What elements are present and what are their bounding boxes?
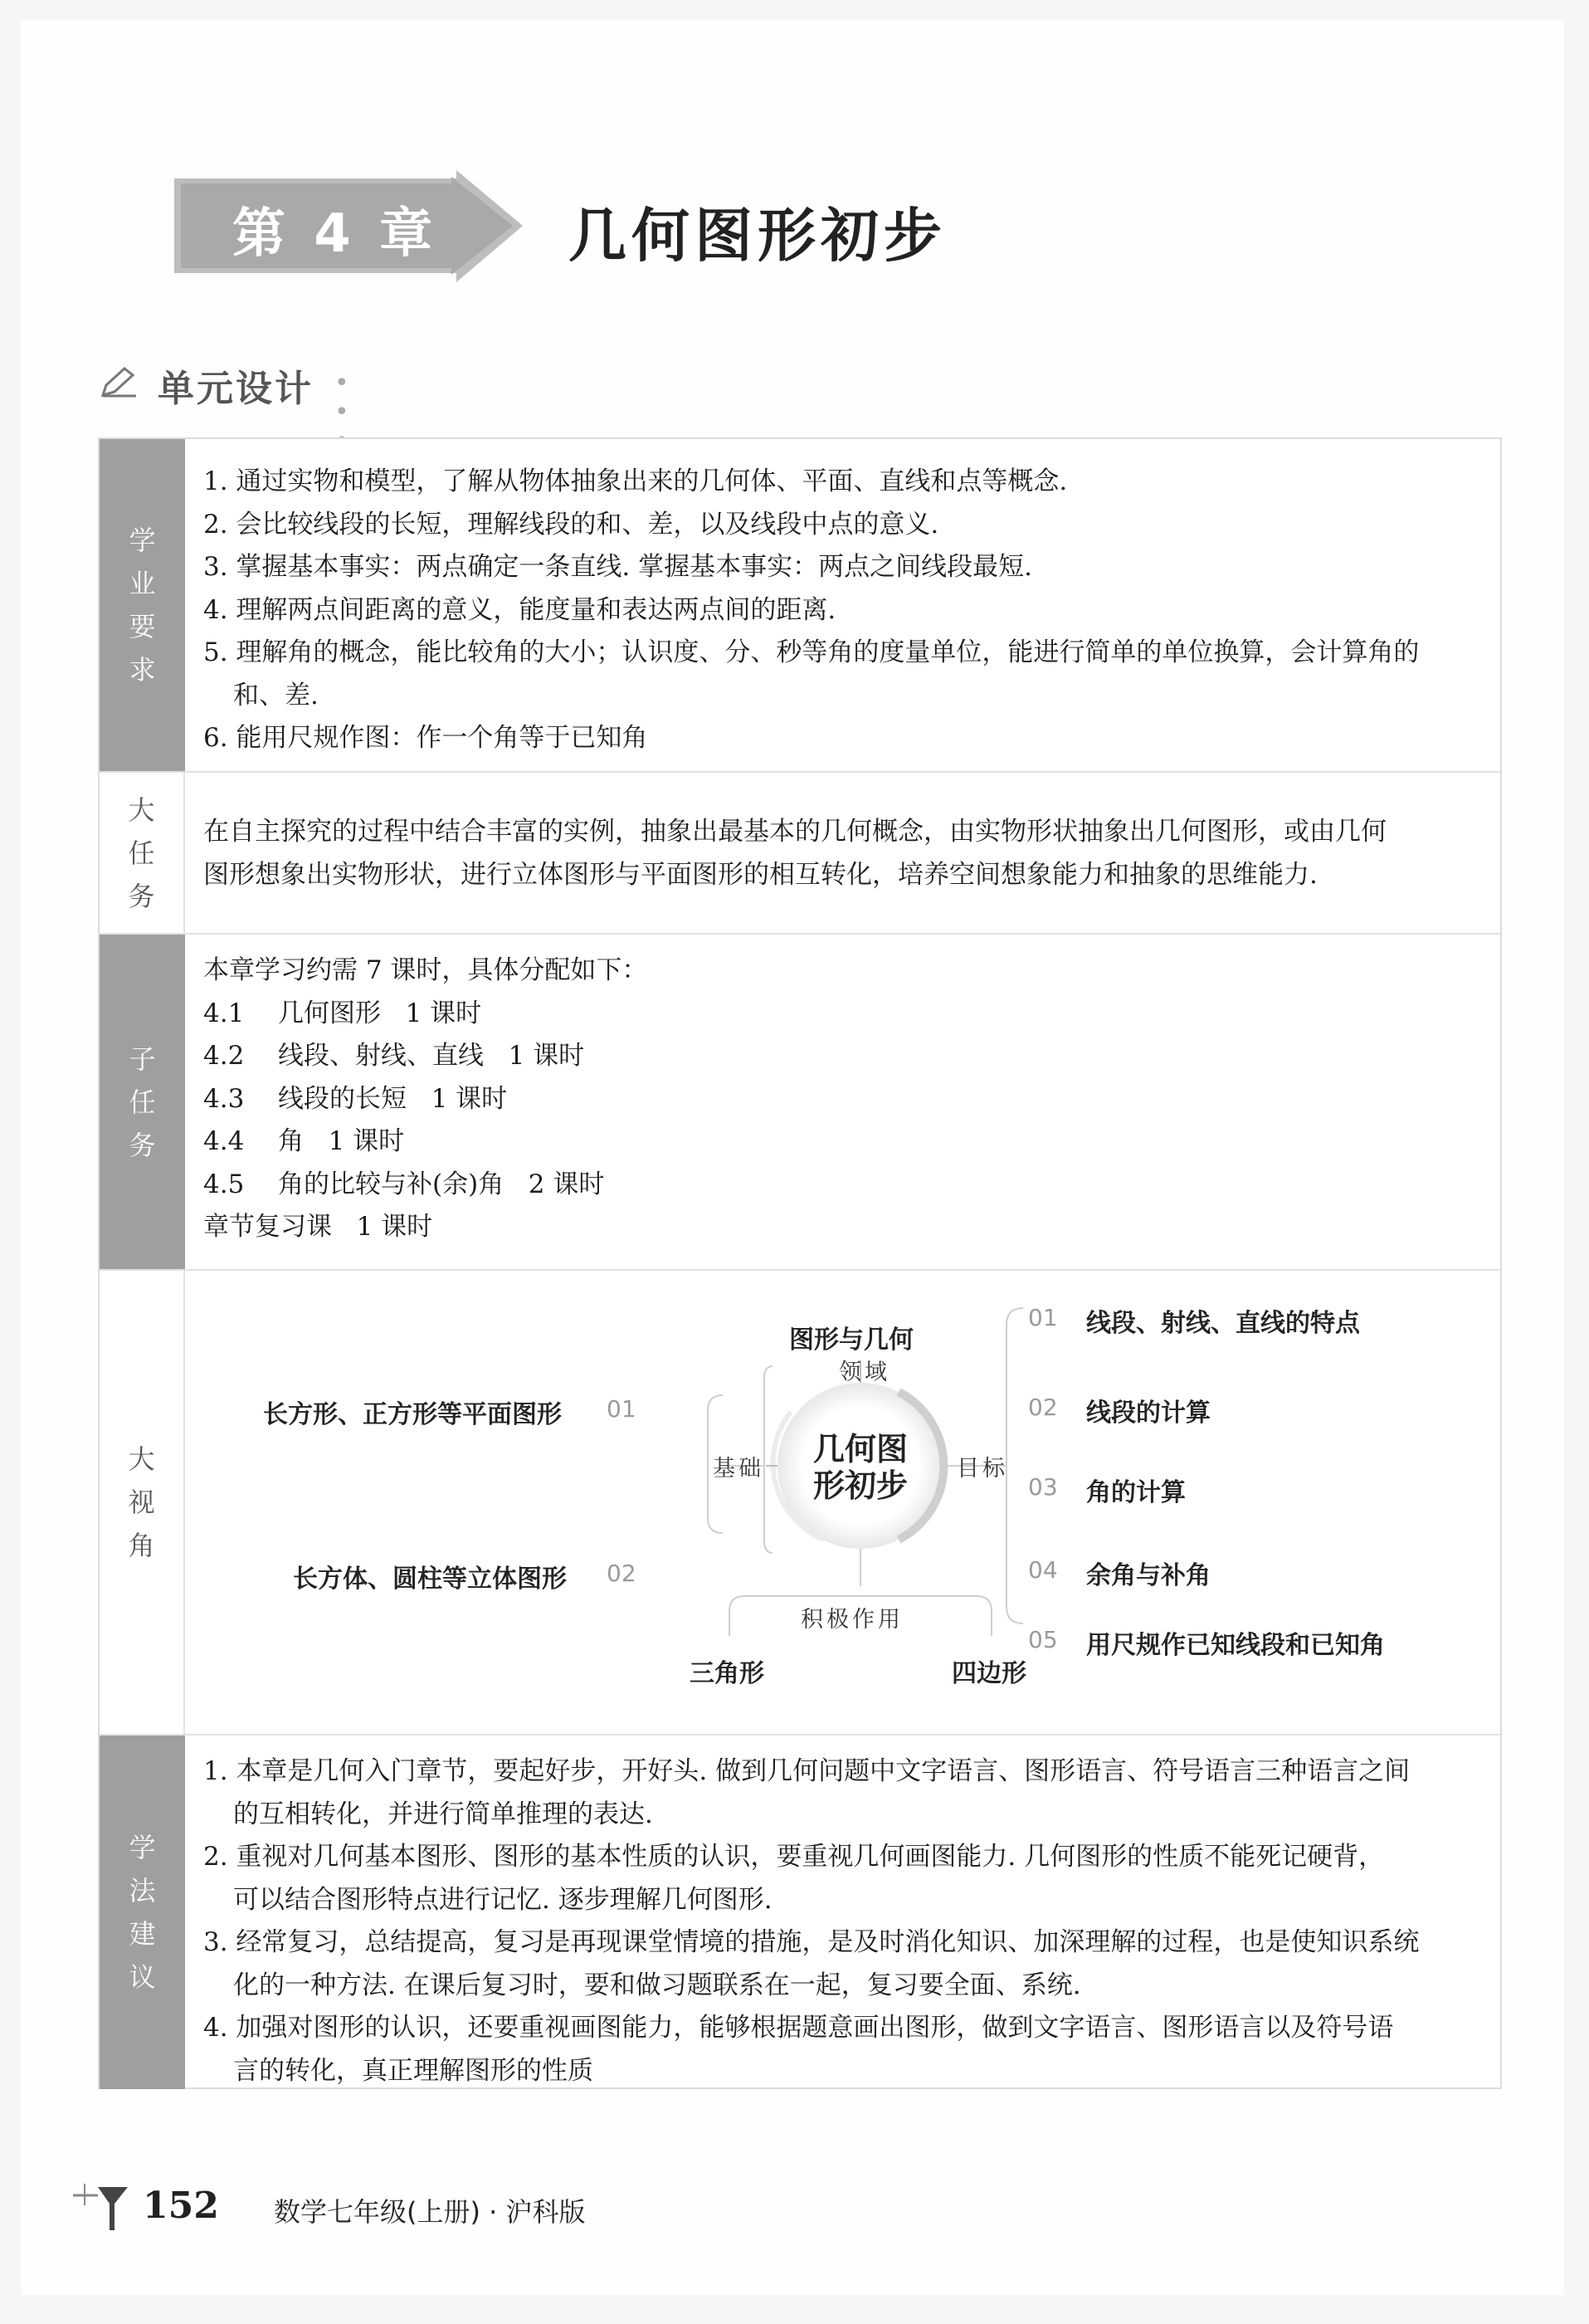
row-big-view — [100, 1269, 1500, 1734]
list-item: 3. 掌握基本事实：两点确定一条直线. 掌握基本事实：两点之间线段最短. — [203, 552, 1032, 582]
mind-map — [185, 1271, 1504, 1734]
list-item: 1. 本章是几何入门章节，要起好步，开好头. 做到几何问题中文字语言、图形语言、符号语言三种语言之间 — [203, 1756, 1411, 1786]
list-item: 6. 能用尺规作图：作一个角等于已知角 — [203, 723, 648, 753]
domain-title: 图形与几何 — [789, 1326, 914, 1355]
list-item: 4. 理解两点间距离的意义，能度量和表达两点间的距离. — [203, 594, 836, 625]
book-title: 数学七年级(上册) · 沪科版 — [274, 2196, 586, 2228]
requirements-list — [203, 461, 1492, 760]
chapter-banner — [174, 170, 523, 282]
list-item: 4.5 角的比较与补(余)角 2 课时 — [203, 1169, 605, 1199]
chapter-title: 几何图形初步 — [568, 202, 947, 270]
list-item: 2. 重视对几何基本图形、图形的基本性质的认识，要重视几何画图能力. 几何图形的性质不能死记硬背， — [203, 1842, 1385, 1872]
list-item: 的互相转化，并进行简单推理的表达. — [233, 1799, 653, 1829]
goal-item: 线段、射线、直线的特点 — [1086, 1309, 1360, 1338]
row-label-study-advice: 学 法 建 议 — [100, 1736, 185, 2089]
list-item: 4.1 几何图形 1 课时 — [203, 998, 482, 1028]
basis-label: 基础 — [713, 1456, 764, 1482]
row-requirements — [100, 439, 1500, 771]
list-item: 4.4 角 1 课时 — [203, 1126, 405, 1156]
goal-item: 角的计算 — [1086, 1478, 1186, 1507]
active-item: 四边形 — [952, 1659, 1026, 1688]
study-advice-list — [203, 1750, 1492, 2092]
active-label: 积极作用 — [801, 1607, 904, 1633]
center-topic: 几何图 形初步 — [812, 1431, 908, 1504]
list-item: 可以结合图形特点进行记忆. 逐步理解几何图形. — [233, 1884, 773, 1915]
list-item: 2. 会比较线段的长短，理解线段的和、差，以及线段中点的意义. — [203, 509, 939, 540]
basis-item-number: 02 — [607, 1560, 636, 1587]
unit-heading-text: 单元设计 — [158, 368, 314, 410]
list-item: 和、差. — [233, 680, 319, 710]
row-label-big-view: 大 视 角 — [100, 1271, 185, 1734]
list-item: 4. 加强对图形的认识，还要重视画图能力，能够根据题意画出图形，做到文字语言、图形语言以及符号语 — [203, 2013, 1394, 2043]
goal-item-number: 05 — [1028, 1626, 1058, 1653]
unit-heading-dots: • • — [334, 369, 353, 427]
basis-item: 长方形、正方形等平面图形 — [263, 1400, 562, 1429]
sub-task-list: 本章学习约需 7 课时，具体分配如下： 4.1 几何图形 1 课时 4.2 线段、射线、直线 1 课时 4.3 线段的长短 1 课时 4.4 角 1 课时 4.5 角的比较与补(余)角 2 课时 章节复习课 1 课时 — [203, 950, 1492, 1249]
row-sub-tasks — [100, 933, 1500, 1269]
goal-item-number: 01 — [1028, 1304, 1058, 1331]
goal-item: 线段的计算 — [1086, 1399, 1211, 1428]
list-item: 章节复习课 1 课时 — [203, 1212, 433, 1242]
goal-item-number: 04 — [1028, 1556, 1058, 1584]
row-big-task — [100, 771, 1500, 933]
row-label-requirements: 学 业 要 求 — [100, 439, 185, 771]
goal-item-number: 03 — [1028, 1473, 1058, 1501]
list-item: 4.3 线段的长短 1 课时 — [203, 1083, 508, 1114]
list-item: 言的转化，真正理解图形的性质 — [233, 2055, 593, 2086]
list-item: 4.2 线段、射线、直线 1 课时 — [203, 1041, 585, 1071]
row-study-advice — [100, 1734, 1500, 2089]
basis-item-number: 01 — [607, 1395, 636, 1423]
unit-design-table — [98, 437, 1502, 2089]
active-item: 三角形 — [690, 1659, 764, 1688]
page-number: 152 — [143, 2185, 219, 2227]
chapter-number: 第 4 章 — [232, 203, 438, 265]
goal-item: 余角与补角 — [1086, 1561, 1211, 1590]
domain-label: 领域 — [839, 1360, 890, 1385]
pencil-icon — [98, 365, 139, 398]
list-item: 化的一种方法. 在课后复习时，要和做习题联系在一起，复习要全面、系统. — [233, 1970, 1081, 2000]
big-task-text: 在自主探究的过程中结合丰富的实例，抽象出最基本的几何概念，由实物形状抽象出几何图形，或由几何 图形想象出实物形状，进行立体图形与平面图形的相互转化，培养空间想象能力和抽象的思维能力. — [203, 817, 1387, 890]
list-item: 1. 通过实物和模型，了解从物体抽象出来的几何体、平面、直线和点等概念. — [203, 466, 1068, 496]
list-item: 5. 理解角的概念，能比较角的大小；认识度、分、秒等角的度量单位，能进行简单的单位换算，会计算角的 — [203, 637, 1420, 667]
row-label-sub-tasks: 子 任 务 — [100, 935, 185, 1269]
basis-item: 长方体、圆柱等立体图形 — [293, 1565, 567, 1594]
goal-label: 目标 — [957, 1456, 1008, 1482]
row-label-big-task: 大 任 务 — [100, 773, 185, 933]
goal-item-number: 02 — [1028, 1394, 1058, 1421]
list-item: 3. 经常复习，总结提高，复习是再现课堂情境的措施，是及时消化知识、加深理解的过程，也是使知识系统 — [203, 1927, 1420, 1957]
page-corner-icon — [73, 2179, 131, 2237]
goal-item: 用尺规作已知线段和已知角 — [1086, 1631, 1385, 1660]
